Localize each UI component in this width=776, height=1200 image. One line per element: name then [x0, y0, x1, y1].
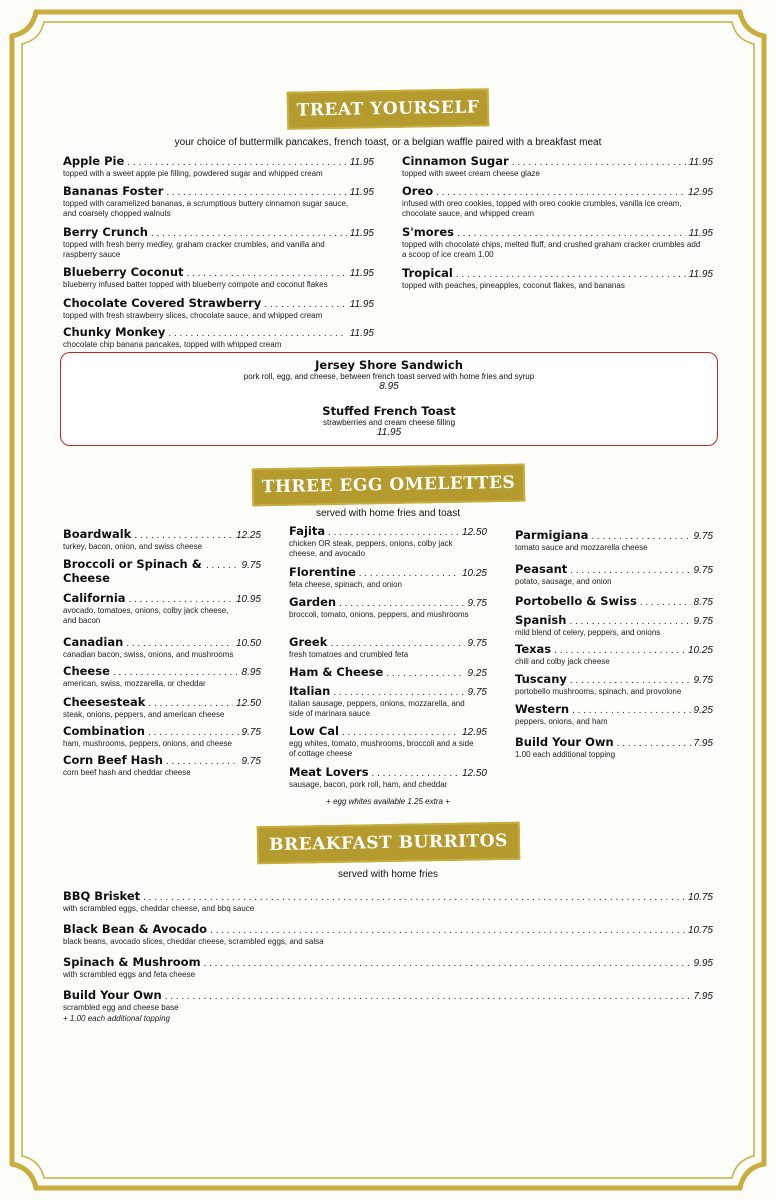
item-price: 11.95	[349, 228, 374, 239]
menu-item-row	[289, 635, 487, 649]
item-price: 12.50	[461, 527, 487, 538]
menu-item-row	[402, 225, 713, 239]
menu-item-row	[63, 695, 261, 709]
menu-item	[63, 154, 374, 179]
menu-item	[289, 684, 487, 719]
item-description: with scrambled eggs and feta cheese	[63, 970, 196, 979]
menu-item	[515, 528, 713, 553]
item-name: Cinnamon Sugar	[402, 154, 509, 168]
item-extra-note: + 1.00 each additional topping	[63, 1014, 170, 1023]
item-name: Cheese	[63, 664, 110, 678]
menu-item-row	[289, 724, 487, 738]
item-price: 12.50	[461, 768, 487, 779]
menu-item-row	[402, 154, 713, 168]
item-price: 12.50	[235, 698, 261, 709]
dot-leader	[126, 638, 233, 649]
item-description: topped with sweet cream cheese glaze	[402, 169, 540, 178]
item-description: feta cheese, spinach, and onion	[289, 580, 402, 589]
omelettes-banner	[252, 464, 526, 507]
item-description: avocado, tomatoes, onions, colby jack cheese, and bacon	[63, 606, 229, 625]
item-description: chocolate chip banana pancakes, topped with whipped cream	[63, 340, 282, 349]
item-price: 12.95	[461, 727, 487, 738]
item-description: canadian bacon, swiss, onions, and mushrooms	[63, 650, 234, 659]
item-price: 10.75	[687, 892, 713, 903]
item-price: 9.75	[693, 531, 713, 542]
item-price: 9.75	[241, 756, 261, 767]
item-price: 11.95	[349, 328, 374, 339]
item-name: Blueberry Coconut	[63, 265, 184, 279]
menu-item	[289, 724, 487, 759]
dot-leader	[372, 768, 459, 779]
item-name: Combination	[63, 724, 145, 738]
item-name: Oreo	[402, 184, 434, 198]
item-description: topped with chocolate chips, melted fluff, and crushed graham cracker crumbles add a scoop of ice cream 1.00	[402, 240, 701, 259]
item-name: Parmigiana	[515, 528, 589, 542]
menu-item-row	[515, 702, 713, 716]
item-price: 9.75	[467, 687, 487, 698]
menu-item	[289, 635, 487, 660]
item-price: 8.75	[693, 597, 713, 608]
menu-item	[289, 665, 487, 679]
section-subtitle: served with home fries and toast	[316, 508, 460, 519]
menu-item	[402, 225, 713, 260]
dot-leader	[210, 925, 685, 936]
dot-leader	[570, 675, 691, 686]
dot-leader	[143, 892, 685, 903]
item-name: Ham & Cheese	[289, 665, 384, 679]
menu-item	[515, 613, 713, 638]
menu-item-row	[289, 524, 487, 538]
menu-item	[515, 702, 713, 727]
item-description: ham, mushrooms, peppers, onions, and cheese	[63, 739, 232, 748]
item-price: 9.75	[467, 598, 487, 609]
treat-yourself-banner	[287, 88, 490, 130]
item-price: 9.25	[467, 668, 487, 679]
dot-leader	[127, 157, 346, 168]
menu-item	[289, 524, 487, 559]
menu-item-row	[289, 765, 487, 779]
menu-item	[402, 266, 713, 291]
menu-item	[63, 557, 261, 585]
menu-item-row	[63, 225, 374, 239]
section-title: TREAT YOURSELF	[296, 97, 480, 121]
dot-leader	[436, 187, 685, 198]
dot-leader	[151, 228, 347, 239]
item-price: 10.25	[461, 568, 487, 579]
menu-item-row	[515, 672, 713, 686]
dot-leader	[187, 268, 347, 279]
menu-item	[63, 889, 713, 914]
item-description: black beans, avocado slices, cheddar cheese, scrambled eggs, and salsa	[63, 937, 324, 946]
menu-item	[63, 591, 261, 626]
item-name: Spanish	[515, 613, 567, 627]
item-description: topped with a sweet apple pie filling, powdered sugar and whipped cream	[63, 169, 323, 178]
menu-item	[63, 225, 374, 260]
item-name: Texas	[515, 642, 552, 656]
specials-box	[60, 352, 718, 446]
menu-item-row	[63, 724, 261, 738]
item-price: 11.95	[349, 187, 374, 198]
item-name: Apple Pie	[63, 154, 125, 168]
item-name: Corn Beef Hash	[63, 753, 163, 767]
menu-item	[515, 594, 713, 608]
menu-item	[63, 988, 713, 1024]
menu-item-row	[515, 613, 713, 627]
menu-item-row	[63, 557, 261, 585]
special-name: Jersey Shore Sandwich	[315, 358, 463, 372]
dot-leader	[134, 530, 233, 541]
menu-item-row	[63, 889, 713, 903]
section-subtitle: served with home fries	[337, 869, 439, 880]
item-description: sausage, bacon, pork roll, ham, and cheddar	[289, 780, 448, 789]
menu-item	[63, 296, 374, 321]
dot-leader	[617, 738, 691, 749]
menu-item	[289, 565, 487, 590]
item-price: 11.95	[688, 157, 713, 168]
menu-item-row	[63, 664, 261, 678]
egg-whites-note: + egg whites available 1.25 extra +	[326, 797, 450, 806]
menu-item	[63, 635, 261, 660]
item-description: infused with oreo cookies, topped with oreo cookie crumbles, vanilla ice cream, chocolate sauce, and whipped cream	[402, 199, 682, 218]
menu-item-row	[515, 528, 713, 542]
special-price: 8.95	[379, 381, 399, 392]
item-name: Low Cal	[289, 724, 339, 738]
item-description: topped with caramelized bananas, a scrumptious buttery cinnamon sugar sauce, and coarsely chopped walnuts	[63, 199, 349, 218]
item-name: Build Your Own	[515, 735, 614, 749]
item-name: Bananas Foster	[63, 184, 164, 198]
menu-item	[289, 595, 487, 620]
item-name: Chocolate Covered Strawberry	[63, 296, 262, 310]
item-description: peppers, onions, and ham	[515, 717, 608, 726]
menu-item-row	[63, 296, 374, 310]
item-name: Chunky Monkey	[63, 325, 166, 339]
menu-item	[63, 955, 713, 980]
menu-item-row	[63, 154, 374, 168]
menu-item	[289, 765, 487, 790]
dot-leader	[554, 645, 685, 656]
item-name: Greek	[289, 635, 328, 649]
dot-leader	[264, 299, 346, 310]
dot-leader	[591, 531, 690, 542]
item-price: 10.50	[235, 638, 261, 649]
item-price: 9.75	[241, 727, 261, 738]
item-description: egg whites, tomato, mushrooms, broccoli and a side of cottage cheese	[289, 739, 474, 758]
menu-item	[63, 527, 261, 552]
dot-leader	[457, 228, 686, 239]
item-name: Meat Lovers	[289, 765, 369, 779]
item-price: 9.75	[693, 565, 713, 576]
item-price: 9.75	[241, 560, 261, 571]
item-name: Garden	[289, 595, 337, 609]
menu-item-row	[63, 922, 713, 936]
special-desc: strawberries and cream cheese filling	[322, 418, 456, 427]
item-name: Broccoli or Spinach & Cheese	[63, 557, 202, 585]
dot-leader	[166, 756, 239, 767]
item-description: chili and colby jack cheese	[515, 657, 610, 666]
item-name: Tropical	[402, 266, 453, 280]
dot-leader	[342, 727, 459, 738]
dot-leader	[206, 560, 239, 571]
item-price: 7.95	[693, 991, 713, 1002]
dot-leader	[204, 958, 691, 969]
item-price: 10.95	[235, 594, 261, 605]
item-description: with scrambled eggs, cheddar cheese, and bbq sauce	[63, 904, 255, 913]
item-name: Florentine	[289, 565, 356, 579]
menu-item-row	[515, 642, 713, 656]
dot-leader	[148, 727, 239, 738]
item-description: corn beef hash and cheddar cheese	[63, 768, 191, 777]
item-description: italian sausage, peppers, onions, mozzarella, and side of marinara sauce	[289, 699, 465, 718]
item-name: Boardwalk	[63, 527, 132, 541]
dot-leader	[359, 568, 459, 579]
section-title: BREAKFAST BURRITOS	[268, 830, 508, 856]
item-description: portobello mushrooms, spinach, and provolone	[515, 687, 682, 696]
dot-leader	[330, 638, 464, 649]
item-name: Italian	[289, 684, 331, 698]
dot-leader	[456, 269, 686, 280]
special-price: 11.95	[376, 427, 402, 438]
menu-item-row	[402, 266, 713, 280]
item-price: 11.95	[349, 268, 374, 279]
item-name: Cheesesteak	[63, 695, 146, 709]
item-description: chicken OR steak, peppers, onions, colby jack cheese, and avocado	[289, 539, 453, 558]
menu-item-row	[289, 595, 487, 609]
dot-leader	[165, 991, 691, 1002]
item-description: broccoli, tomato, onions, peppers, and mushrooms	[289, 610, 469, 619]
menu-item	[63, 664, 261, 689]
item-price: 9.25	[693, 705, 713, 716]
item-price: 11.95	[349, 299, 374, 310]
item-description: mild blend of celery, peppers, and onions	[515, 628, 661, 637]
item-price: 12.95	[687, 187, 713, 198]
dot-leader	[166, 187, 346, 198]
menu-item	[63, 265, 374, 290]
item-price: 11.95	[349, 157, 374, 168]
item-description: 1.00 each additional topping	[515, 750, 616, 759]
item-price: 10.25	[687, 645, 713, 656]
dot-leader	[569, 616, 690, 627]
item-name: S'mores	[402, 225, 455, 239]
dot-leader	[333, 687, 464, 698]
item-price: 9.95	[693, 958, 713, 969]
item-price: 10.75	[687, 925, 713, 936]
menu-item	[63, 325, 374, 350]
item-price: 9.75	[693, 675, 713, 686]
dot-leader	[570, 565, 690, 576]
menu-item-row	[515, 594, 713, 608]
menu-item-row	[63, 527, 261, 541]
item-name: Fajita	[289, 524, 326, 538]
item-name: Spinach & Mushroom	[63, 955, 201, 969]
item-description: fresh tomatoes and crumbled feta	[289, 650, 409, 659]
menu-item	[402, 184, 713, 219]
menu-item-row	[289, 565, 487, 579]
menu-item-row	[402, 184, 713, 198]
item-price: 11.95	[688, 269, 713, 280]
menu-item	[63, 184, 374, 219]
dot-leader	[640, 597, 691, 608]
menu-item-row	[63, 955, 713, 969]
item-description: topped with peaches, pineapples, coconut flakes, and bananas	[402, 281, 625, 290]
item-name: Western	[515, 702, 570, 716]
item-description: potato, sausage, and onion	[515, 577, 612, 586]
item-name: BBQ Brisket	[63, 889, 141, 903]
menu-item-row	[63, 591, 261, 605]
dot-leader	[148, 698, 233, 709]
menu-item-row	[289, 665, 487, 679]
item-description: topped with fresh strawberry slices, chocolate sauce, and whipped cream	[63, 311, 323, 320]
menu-item	[515, 735, 713, 760]
menu-item-row	[515, 735, 713, 749]
dot-leader	[572, 705, 690, 716]
item-price: 9.75	[693, 616, 713, 627]
item-description: turkey, bacon, onion, and swiss cheese	[63, 542, 203, 551]
burritos-banner	[257, 822, 521, 865]
dot-leader	[512, 157, 686, 168]
item-price: 9.75	[467, 638, 487, 649]
item-price: 7.95	[693, 738, 713, 749]
menu-item	[63, 753, 261, 778]
menu-item-row	[63, 635, 261, 649]
item-name: Canadian	[63, 635, 124, 649]
dot-leader	[339, 598, 464, 609]
dot-leader	[129, 594, 233, 605]
item-name: California	[63, 591, 126, 605]
dot-leader	[113, 667, 239, 678]
menu-item	[515, 672, 713, 697]
special-desc: pork roll, egg, and cheese, between french toast served with home fries and syrup	[243, 372, 535, 381]
menu-item	[515, 642, 713, 667]
item-name: Peasant	[515, 562, 568, 576]
item-description: steak, onions, peppers, and american cheese	[63, 710, 225, 719]
item-name: Tuscany	[515, 672, 567, 686]
dot-leader	[386, 668, 464, 679]
menu-item-row	[63, 184, 374, 198]
menu-item-row	[515, 562, 713, 576]
item-name: Black Bean & Avocado	[63, 922, 208, 936]
menu-item	[63, 695, 261, 720]
menu-item	[63, 724, 261, 749]
special-name: Stuffed French Toast	[322, 404, 456, 418]
section-subtitle: your choice of buttermilk pancakes, french toast, or a belgian waffle paired with a breakfast meat	[174, 137, 602, 148]
item-description: scrambled egg and cheese base	[63, 1003, 179, 1012]
item-description: tomato sauce and mozzarella cheese	[515, 543, 648, 552]
menu-item-row	[63, 325, 374, 339]
menu-item	[63, 922, 713, 947]
menu-item-row	[289, 684, 487, 698]
item-price: 12.25	[235, 530, 261, 541]
dot-leader	[168, 328, 346, 339]
menu-item	[515, 562, 713, 587]
item-name: Build Your Own	[63, 988, 162, 1002]
item-name: Portobello & Swiss	[515, 594, 637, 608]
item-price: 8.95	[241, 667, 261, 678]
item-price: 11.95	[688, 228, 713, 239]
item-description: topped with fresh berry medley, graham cracker crumbles, and vanilla and raspberry sauce	[63, 240, 325, 259]
menu-item-row	[63, 988, 713, 1002]
item-description: blueberry infused batter topped with blueberry compote and coconut flakes	[63, 280, 328, 289]
menu-item	[402, 154, 713, 179]
menu-item-row	[63, 265, 374, 279]
section-title: THREE EGG OMELETTES	[261, 472, 516, 498]
item-name: Berry Crunch	[63, 225, 148, 239]
dot-leader	[328, 527, 459, 538]
menu-item-row	[63, 753, 261, 767]
item-description: american, swiss, mozzarella, or cheddar	[63, 679, 206, 688]
